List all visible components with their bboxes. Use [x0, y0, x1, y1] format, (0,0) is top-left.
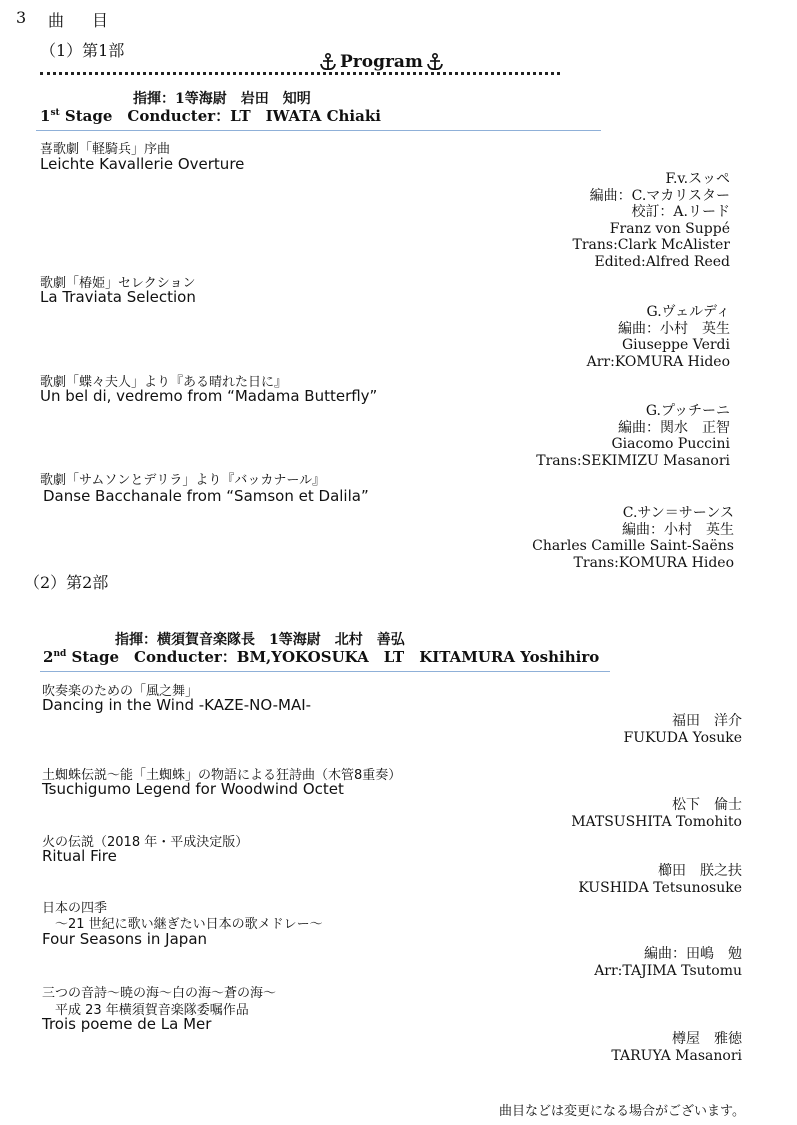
part2-stage-line: 2nd Stage Conducter：BM,YOKOSUKA LT KITAMURA Yoshihiro — [43, 648, 600, 666]
divider — [40, 671, 610, 672]
dotted-divider — [40, 72, 560, 75]
section-title: 曲 目 — [48, 11, 115, 30]
piece-credits: G.ヴェルディ 編曲：小村 英生 Giuseppe Verdi Arr:KOMURA Hideo — [586, 304, 730, 370]
piece-title-jp: 吹奏楽のための「風之舞」 — [42, 684, 199, 699]
program-title: Program — [340, 52, 423, 72]
piece-title-jp: 歌劇「サムソンとデリラ」より『バッカナール』 — [40, 473, 326, 488]
piece-title-en: Trois poeme de La Mer — [42, 1015, 212, 1033]
part2-conductor-jp: 指揮：横須賀音楽隊長 1等海尉 北村 善弘 — [115, 632, 405, 648]
piece-title-jp: 火の伝説（2018 年・平成決定版） — [42, 835, 249, 850]
piece-title-jp: 喜歌劇「軽騎兵」序曲 — [40, 142, 171, 157]
anchor-icon — [318, 52, 338, 72]
piece-title-en: Tsuchigumo Legend for Woodwind Octet — [42, 780, 344, 798]
part1-stage-line: 1st Stage Conducter：LT IWATA Chiaki — [40, 107, 381, 125]
piece-credits: 樽屋 雅徳 TARUYA Masanori — [611, 1031, 742, 1064]
piece-subtitle-jp: ～21 世紀に歌い継ぎたい日本の歌メドレー～ — [42, 917, 323, 932]
divider — [36, 130, 601, 131]
piece-title-jp: 日本の四季 — [42, 901, 108, 916]
anchor-icon — [425, 52, 445, 72]
piece-title-en: Ritual Fire — [42, 847, 117, 865]
program-heading — [318, 52, 445, 72]
piece-credits: 福田 洋介 FUKUDA Yosuke — [623, 713, 742, 746]
piece-title-en: Un bel di, vedremo from “Madama Butterfly” — [40, 387, 378, 405]
piece-title-jp: 歌劇「蝶々夫人」より『ある晴れた日に』 — [40, 375, 288, 390]
piece-credits: 櫛田 朕之扶 KUSHIDA Tetsunosuke — [578, 863, 742, 896]
piece-credits: 松下 倫士 MATSUSHITA Tomohito — [571, 797, 742, 830]
piece-credits: G.プッチーニ 編曲：関水 正智 Giacomo Puccini Trans:SEKIMIZU Masanori — [536, 403, 730, 469]
piece-credits: C.サン＝サーンス 編曲：小村 英生 Charles Camille Saint-Saëns Trans:KOMURA Hideo — [532, 505, 734, 571]
piece-title-en: Danse Bacchanale from “Samson et Dalila” — [43, 487, 369, 505]
part1-label: （1）第1部 — [40, 41, 125, 60]
piece-title-jp: 土蜘蛛伝説～能「土蜘蛛」の物語による狂詩曲（木管8重奏） — [42, 768, 402, 783]
piece-title-jp: 三つの音詩～暁の海～白の海～蒼の海～ — [42, 986, 277, 1001]
section-number: 3 — [16, 8, 27, 27]
piece-title-en: Four Seasons in Japan — [42, 930, 208, 948]
piece-title-en: La Traviata Selection — [40, 288, 196, 306]
piece-title-en: Leichte Kavallerie Overture — [40, 155, 245, 173]
piece-credits: 編曲：田嶋 勉 Arr:TAJIMA Tsutomu — [594, 946, 742, 979]
part1-conductor-jp: 指揮：1等海尉 岩田 知明 — [133, 91, 311, 107]
part2-label: （2）第2部 — [24, 573, 109, 592]
piece-credits: F.v.スッペ 編曲：C.マカリスター 校訂：A.リード Franz von Suppé Trans:Clark McAlister Edited:Alfred Reed — [572, 171, 730, 270]
footer-note: 曲目などは変更になる場合がございます。 — [499, 1104, 745, 1119]
piece-title-en: Dancing in the Wind -KAZE-NO-MAI- — [42, 696, 312, 714]
piece-subtitle-jp: 平成 23 年横須賀音楽隊委嘱作品 — [42, 1003, 249, 1018]
piece-title-jp: 歌劇「椿姫」セレクション — [40, 276, 196, 291]
